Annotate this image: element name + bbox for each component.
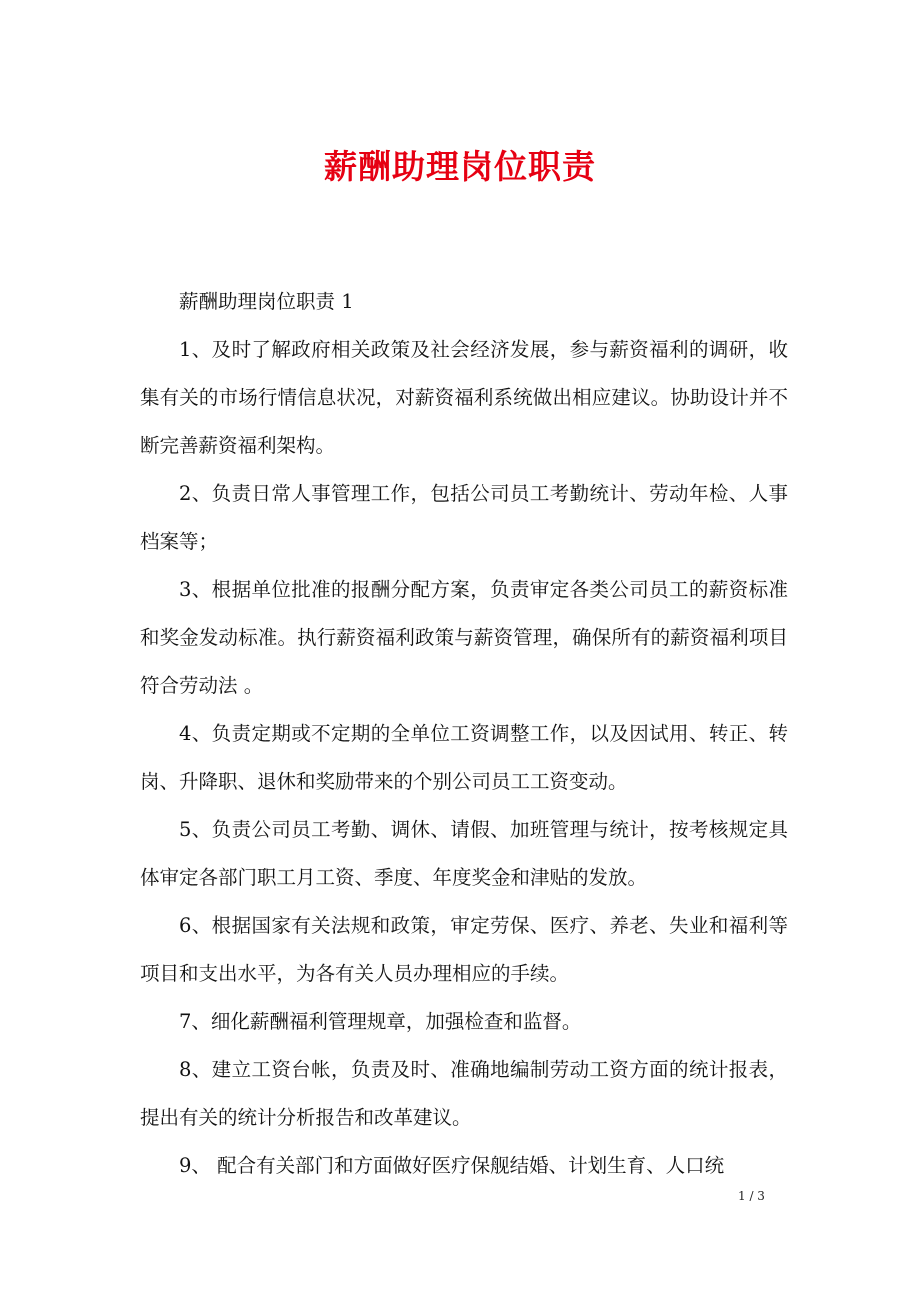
document-body (140, 278, 788, 1190)
section-subtitle: 薪酬助理岗位职责 1 (179, 290, 354, 313)
duty-item-4: 4、负责定期或不定期的全单位工资调整工作，以及因试用、转正、转岗、升降职、退休和奖励带来的个别公司员工工资变动。 (140, 722, 788, 793)
duty-item-9: 9、 配合有关部门和方面做好医疗保舰结婚、计划生育、人口统 (179, 1154, 725, 1177)
duty-item-1: 1、及时了解政府相关政策及社会经济发展，参与薪资福利的调研，收集有关的市场行情信息状况，对薪资福利系统做出相应建议。协助设计并不断完善薪资福利架构。 (140, 338, 788, 457)
duty-item-2: 2、负责日常人事管理工作，包括公司员工考勤统计、劳动年检、人事档案等； (140, 482, 788, 553)
duty-item-7: 7、细化薪酬福利管理规章，加强检查和监督。 (179, 1010, 582, 1033)
duty-item-6: 6、根据国家有关法规和政策，审定劳保、医疗、养老、失业和福利等项目和支出水平，为各有关人员办理相应的手续。 (140, 914, 788, 985)
page-number: 1 / 3 (738, 1189, 765, 1203)
duty-item-3: 3、根据单位批准的报酬分配方案，负责审定各类公司员工的薪资标准和奖金发动标准。执行薪资福利政策与薪资管理，确保所有的薪资福利项目符合劳动法 。 (140, 578, 788, 697)
page-title: 薪酬助理岗位职责 (324, 147, 596, 186)
duty-item-8: 8、建立工资台帐，负责及时、准确地编制劳动工资方面的统计报表，提出有关的统计分析报告和改革建议。 (140, 1058, 788, 1129)
duty-item-5: 5、负责公司员工考勤、调休、请假、加班管理与统计，按考核规定具体审定各部门职工月工资、季度、年度奖金和津贴的发放。 (140, 818, 788, 889)
